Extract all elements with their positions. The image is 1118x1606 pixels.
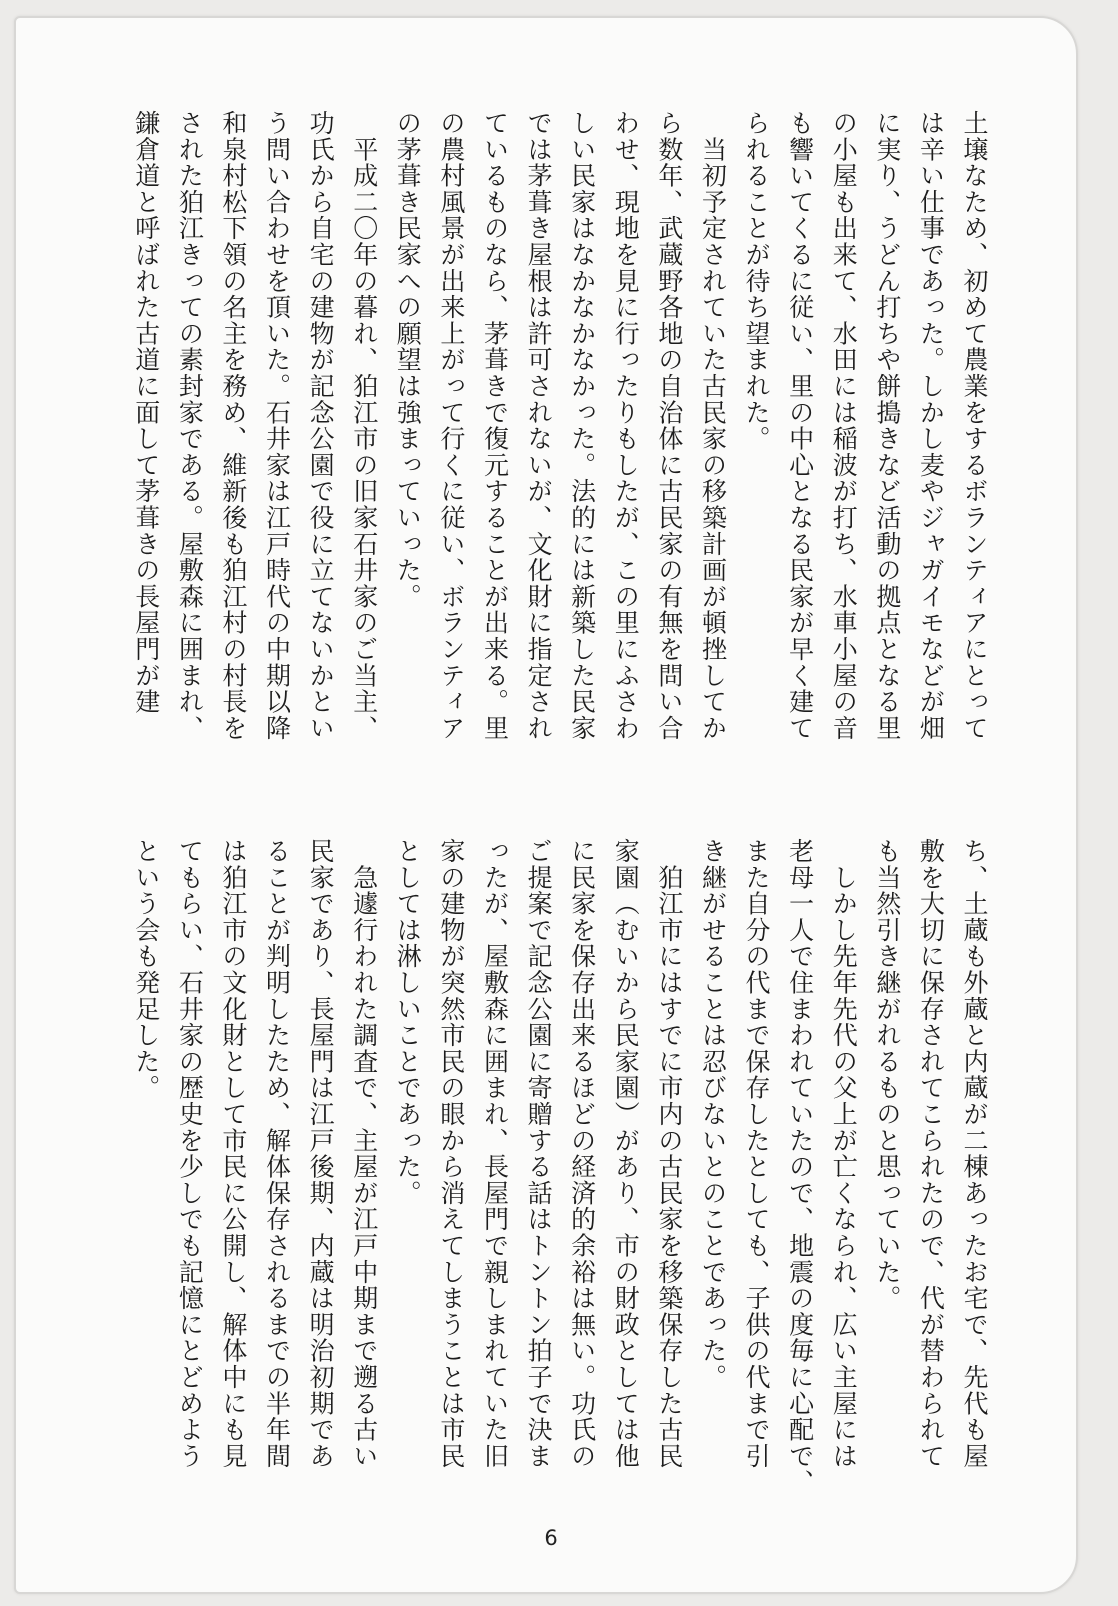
text-column: 当初予定されていた古民家の移築計画が頓挫してか [698,110,728,742]
lower-text-block [76,838,996,1496]
text-column: された狛江きっての素封家である。屋敷森に囲まれ、 [175,110,205,742]
text-column: ち、土蔵も外蔵と内蔵が二棟あったお宅で、先代も屋 [960,838,989,1470]
text-column: の茅葺き民家への願望は強まっていった。 [393,110,423,610]
text-column: ら数年、武蔵野各地の自治体に古民家の有無を問い合 [654,110,684,742]
text-column: 平成二〇年の暮れ、狛江市の旧家石井家のご当主、 [349,110,379,742]
text-column: 和泉村松下領の名主を務め、維新後も狛江村の村長を [218,110,248,742]
text-column: という会も発足した。 [131,838,161,1101]
text-column: ることが判明したため、解体保存されるまでの半年間 [262,838,292,1470]
text-column: に民家を保存出来るほどの経済的余裕は無い。功氏の [567,838,597,1470]
text-column: も当然引き継がれるものと思っていた。 [872,838,902,1312]
text-column: 敷を大切に保存されてこられたので、代が替わられて [916,838,946,1470]
text-column: られることが待ち望まれた。 [742,110,772,452]
upper-text-block [76,110,996,790]
text-column: の小屋も出来て、水田には稲波が打ち、水車小屋の音 [829,110,859,742]
text-column: ているものなら、茅葺きで復元することが出来る。里 [480,110,510,742]
text-column: しい民家はなかなかなかった。法的には新築した民家 [567,110,597,742]
text-column: ったが、屋敷森に囲まれ、長屋門で親しまれていた旧 [480,838,510,1470]
text-column: としては淋しいことであった。 [393,838,423,1207]
text-column: では茅葺き屋根は許可されないが、文化財に指定され [524,110,554,742]
text-column: 急遽行われた調査で、主屋が江戸中期まで遡る古い [349,838,379,1470]
text-column: 民家であり、長屋門は江戸後期、内蔵は明治初期であ [306,838,336,1470]
text-column: てもらい、石井家の歴史を少しでも記憶にとどめよう [175,838,205,1470]
page-number: 6 [544,1526,558,1550]
text-column: 家園（むいから民家園）があり、市の財政としては他 [611,838,641,1470]
text-column: 家の建物が突然市民の眼から消えてしまうことは市民 [436,838,466,1470]
text-column: 狛江市にはすでに市内の古民家を移築保存した古民 [654,838,684,1470]
text-column: 土壌なため、初めて農業をするボランティアにとって [960,110,989,742]
text-column: 功氏から自宅の建物が記念公園で役に立てないかとい [306,110,336,742]
text-column: わせ、現地を見に行ったりもしたが、この里にふさわ [611,110,641,742]
text-column: は辛い仕事であった。しかし麦やジャガイモなどが畑 [916,110,946,742]
text-column: 老母一人で住まわれていたので、地震の度毎に心配で、 [785,838,815,1496]
text-column: の農村風景が出来上がって行くに従い、ボランティア [436,110,466,742]
text-column: 鎌倉道と呼ばれた古道に面して茅葺きの長屋門が建 [131,110,161,715]
text-column: ご提案で記念公園に寄贈する話はトントン拍子で決ま [524,838,554,1470]
text-column: に実り、うどん打ちや餅搗きなど活動の拠点となる里 [872,110,902,742]
text-column: しかし先年先代の父上が亡くなられ、広い主屋には [829,838,859,1470]
text-column: また自分の代まで保存したとしても、子供の代まで引 [742,838,772,1470]
text-column: も響いてくるに従い、里の中心となる民家が早く建て [785,110,815,742]
text-column: き継がせることは忍びないとのことであった。 [698,838,728,1391]
text-column: は狛江市の文化財として市民に公開し、解体中にも見 [218,838,248,1470]
book-page [14,16,1078,1594]
text-column: う問い合わせを頂いた。石井家は江戸時代の中期以降 [262,110,292,742]
